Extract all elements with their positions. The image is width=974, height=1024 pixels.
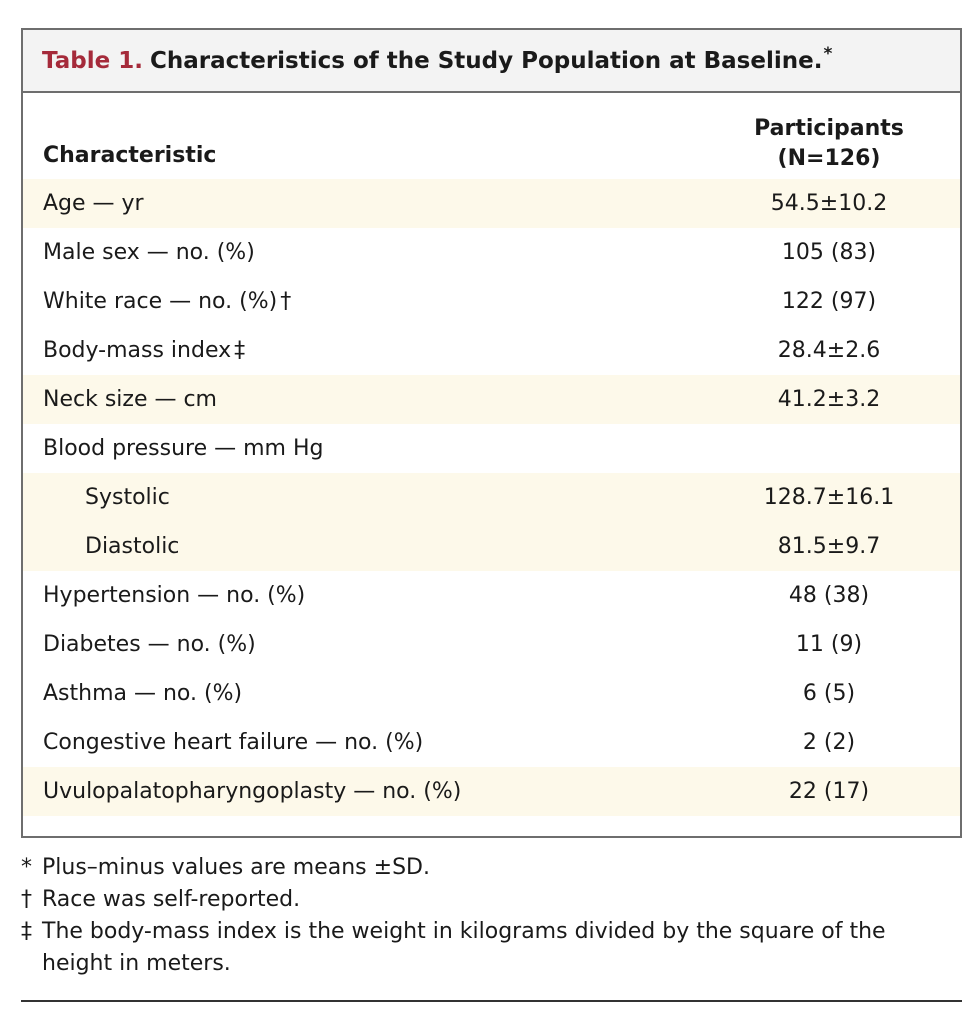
row-value: 81.5±9.7 (777, 534, 881, 559)
row-label: Blood pressure — mm Hg (43, 436, 324, 461)
footnote-text: Plus–minus values are means ±SD. (42, 855, 430, 880)
title-footnote-mark: * (823, 43, 833, 64)
table-footnotes (21, 852, 951, 980)
footnote (21, 884, 951, 916)
table-frame (21, 28, 962, 838)
row-label: Diabetes — no. (%) (43, 632, 256, 657)
row-value: 2 (2) (802, 730, 856, 755)
table-row (23, 326, 960, 375)
row-label: Diastolic (85, 534, 180, 559)
row-label: Congestive heart failure — no. (%) (43, 730, 424, 755)
table-row (23, 620, 960, 669)
footnote-text: Race was self-reported. (42, 887, 301, 912)
row-label: Male sex — no. (%) (43, 240, 255, 265)
footnote (21, 852, 951, 884)
table-row (23, 522, 960, 571)
row-value: 6 (5) (802, 681, 856, 706)
footnote-mark: ‡ (234, 338, 246, 363)
footnote-mark: † (280, 289, 292, 314)
table-title: Characteristics of the Study Population at Baseline. (149, 47, 823, 74)
table-row (23, 228, 960, 277)
participants-header-line2: (N=126) (777, 146, 881, 171)
table-row (23, 669, 960, 718)
table-row (23, 375, 960, 424)
row-value: 122 (97) (781, 289, 877, 314)
footnote (21, 916, 951, 980)
table-row (23, 473, 960, 522)
row-value: 11 (9) (795, 632, 863, 657)
footnote-text: The body-mass index is the weight in kilograms divided by the square of the height in meters. (42, 919, 886, 976)
row-value: 128.7±16.1 (763, 485, 895, 510)
table-row (23, 424, 960, 473)
row-value: 28.4±2.6 (777, 338, 881, 363)
table-row (23, 767, 960, 816)
row-value: 54.5±10.2 (770, 191, 888, 216)
table-row (23, 571, 960, 620)
row-label: Hypertension — no. (%) (43, 583, 306, 608)
table-header-row (23, 93, 960, 179)
column-header-participants (729, 114, 929, 174)
row-label: Age — yr (43, 191, 144, 216)
footnote-symbol: * (21, 855, 32, 880)
row-label: Neck size — cm (43, 387, 217, 412)
footnote-symbol: † (21, 887, 32, 912)
footnote-symbol: ‡ (21, 919, 32, 944)
table-number: Table 1. (42, 47, 143, 74)
row-label: Body-mass index ‡ (43, 338, 246, 363)
table-title-bar (23, 30, 960, 93)
table-row (23, 718, 960, 767)
row-value: 22 (17) (788, 779, 870, 804)
row-label: Asthma — no. (%) (43, 681, 243, 706)
row-value: 105 (83) (781, 240, 877, 265)
participants-header-line1: Participants (754, 116, 904, 141)
row-value: 48 (38) (788, 583, 870, 608)
row-label: Uvulopalatopharyngoplasty — no. (%) (43, 779, 462, 804)
table-row (23, 179, 960, 228)
row-label: Systolic (85, 485, 170, 510)
row-value: 41.2±3.2 (777, 387, 881, 412)
row-label: White race — no. (%) † (43, 289, 292, 314)
bottom-divider (21, 1000, 962, 1002)
table-row (23, 277, 960, 326)
column-header-characteristic: Characteristic (43, 143, 217, 168)
